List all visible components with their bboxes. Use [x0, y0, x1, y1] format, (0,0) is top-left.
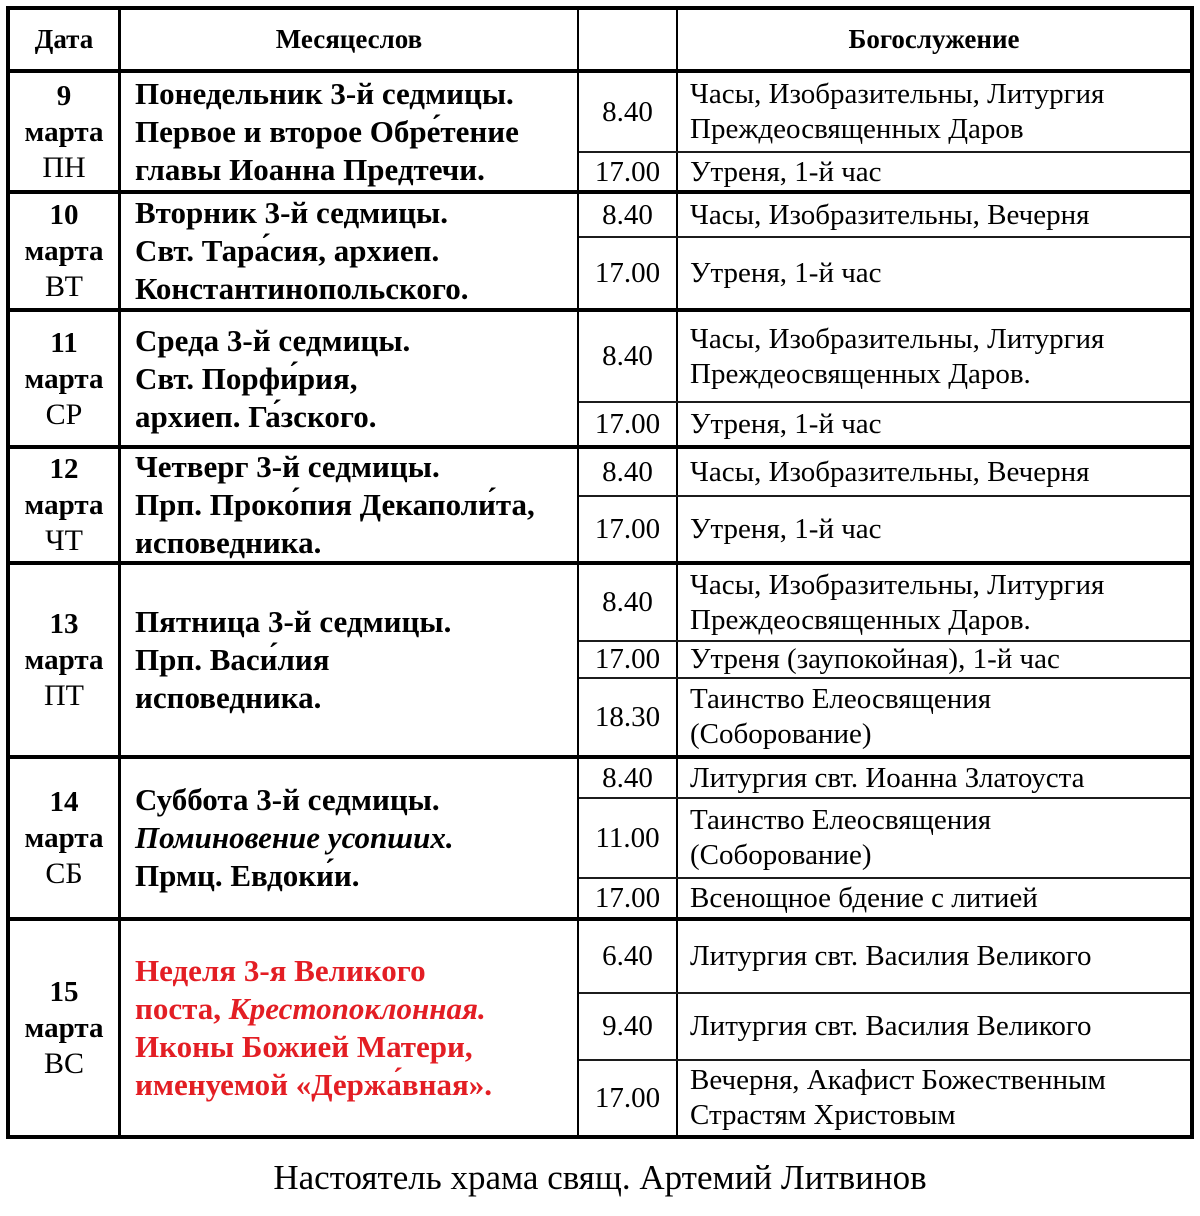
service-line: (Соборование) — [690, 839, 872, 871]
service-name — [678, 994, 1190, 1059]
service-time: 8.40 — [579, 194, 678, 236]
menologion-line: Среда 3-й седмицы. — [135, 322, 411, 358]
menologion-line: Прп. Васи́лия — [135, 642, 330, 677]
service-line: Утреня (заупокойная), 1-й час — [690, 643, 1060, 675]
service-row — [579, 312, 1190, 403]
service-time: 6.40 — [579, 921, 678, 992]
service-line: Литургия свт. Иоанна Златоуста — [690, 761, 1085, 794]
service-row — [579, 565, 1190, 642]
menologion-line: Суббота 3-й седмицы. — [135, 782, 440, 817]
services-column — [579, 312, 1190, 445]
menologion-line: Поминовение усопших. — [135, 820, 454, 855]
table-row — [10, 565, 1190, 759]
service-name — [678, 879, 1190, 918]
date-cell — [10, 921, 121, 1135]
service-name — [678, 679, 1190, 755]
menologion-line: Прп. Проко́пия Декаполи́та, — [135, 487, 535, 522]
date-day: 10 — [49, 199, 79, 231]
date-cell — [10, 312, 121, 445]
service-line: Утреня, 1-й час — [690, 407, 882, 440]
service-name — [678, 449, 1190, 495]
service-row — [579, 921, 1190, 994]
service-row — [579, 759, 1190, 799]
service-time: 9.40 — [579, 994, 678, 1059]
service-name — [678, 403, 1190, 445]
date-weekday: СР — [45, 397, 83, 431]
services-column — [579, 194, 1190, 308]
menologion-line: Константинопольского. — [135, 271, 469, 306]
menologion-line: Четверг 3-й седмицы. — [135, 449, 440, 484]
service-line: Часы, Изобразительны, Литургия — [690, 78, 1105, 110]
date-cell — [10, 565, 121, 755]
date-weekday: ВТ — [45, 270, 83, 303]
header-date-cell: Дата — [10, 10, 121, 69]
menologion-cell — [121, 73, 579, 190]
menologion-line: Прмц. Евдоки́и. — [135, 858, 360, 893]
date-month: марта — [24, 489, 104, 521]
service-name — [678, 194, 1190, 236]
service-line: Литургия свт. Василия Великого — [690, 940, 1092, 972]
service-line: Часы, Изобразительны, Литургия — [690, 322, 1105, 355]
service-line: Утреня, 1-й час — [690, 512, 882, 545]
table-row — [10, 921, 1190, 1135]
menologion-line — [135, 990, 571, 1028]
service-line: Литургия свт. Василия Великого — [690, 1010, 1092, 1042]
menologion-cell — [121, 759, 579, 917]
service-row — [579, 153, 1190, 192]
rector-signature: Настоятель храма свящ. Артемий Литвинов — [273, 1158, 927, 1197]
schedule-table — [6, 6, 1194, 1139]
service-time: 17.00 — [579, 403, 678, 445]
date-month: марта — [24, 822, 104, 854]
service-name — [678, 238, 1190, 308]
service-name — [678, 73, 1190, 151]
service-row — [579, 879, 1190, 918]
service-row — [579, 238, 1190, 308]
service-time: 18.30 — [579, 679, 678, 755]
service-time: 8.40 — [579, 312, 678, 401]
date-weekday: ПТ — [44, 679, 84, 712]
services-column — [579, 565, 1190, 755]
service-time: 17.00 — [579, 1061, 678, 1135]
date-month: марта — [24, 644, 104, 676]
menologion-cell — [121, 449, 579, 561]
date-day: 9 — [56, 79, 72, 112]
service-time: 11.00 — [579, 799, 678, 877]
services-column — [579, 759, 1190, 917]
services-column — [579, 73, 1190, 190]
service-time: 17.00 — [579, 879, 678, 918]
menologion-line: исповедника. — [135, 680, 322, 715]
service-line: Утреня, 1-й час — [690, 256, 882, 289]
service-time: 8.40 — [579, 759, 678, 797]
service-line: Преждеосвященных Даров — [690, 113, 1024, 145]
service-line: Вечерня, Акафист Божественным — [690, 1064, 1106, 1096]
date-cell — [10, 73, 121, 190]
date-day: 15 — [49, 976, 79, 1008]
date-day: 12 — [49, 453, 79, 485]
table-row — [10, 312, 1190, 449]
date-month: марта — [24, 1012, 104, 1044]
menologion-line: Первое и второе Обре́тение — [135, 113, 519, 149]
menologion-segment-italic: Крестопоклонная. — [228, 991, 486, 1026]
date-month: марта — [24, 235, 104, 267]
menologion-line: Неделя 3-я Великого — [135, 953, 426, 988]
service-line: Часы, Изобразительны, Вечерня — [690, 198, 1090, 231]
service-row — [579, 194, 1190, 238]
menologion-cell — [121, 312, 579, 445]
service-time: 8.40 — [579, 449, 678, 495]
service-line: Утреня, 1-й час — [690, 156, 882, 188]
service-name — [678, 799, 1190, 877]
date-weekday: ПН — [42, 150, 86, 184]
date-weekday: ВС — [43, 1047, 85, 1080]
date-month: марта — [24, 115, 104, 148]
service-row — [579, 497, 1190, 561]
table-row — [10, 194, 1190, 312]
menologion-line: Свт. Порфи́рия, — [135, 360, 358, 396]
service-name — [678, 1061, 1190, 1135]
table-row — [10, 73, 1190, 194]
service-name — [678, 497, 1190, 561]
service-name — [678, 153, 1190, 192]
date-cell — [10, 449, 121, 561]
service-line: (Соборование) — [690, 718, 872, 750]
menologion-segment: поста, — [135, 991, 229, 1026]
menologion-line: Пятница 3-й седмицы. — [135, 604, 452, 639]
service-line: Преждеосвященных Даров. — [690, 357, 1031, 390]
menologion-cell — [121, 194, 579, 308]
service-row — [579, 642, 1190, 679]
menologion-line: Вторник 3-й седмицы. — [135, 195, 448, 230]
menologion-line: Понедельник 3-й седмицы. — [135, 75, 514, 111]
service-line: Страстям Христовым — [690, 1099, 956, 1131]
date-weekday: ЧТ — [45, 524, 83, 557]
service-name — [678, 642, 1190, 677]
menologion-line: именуемой «Держа́вная». — [135, 1067, 493, 1102]
table-row — [10, 759, 1190, 921]
menologion-cell-feast — [121, 921, 579, 1135]
service-time: 17.00 — [579, 497, 678, 561]
service-time: 8.40 — [579, 73, 678, 151]
service-time: 17.00 — [579, 642, 678, 677]
service-line: Преждеосвященных Даров. — [690, 603, 1031, 636]
menologion-line: главы Иоанна Предтечи. — [135, 151, 485, 187]
date-cell — [10, 759, 121, 917]
service-row — [579, 994, 1190, 1061]
header-time-cell — [579, 10, 678, 69]
service-line: Всенощное бдение с литией — [690, 882, 1038, 914]
service-row — [579, 73, 1190, 153]
menologion-line: Иконы Божией Матери, — [135, 1029, 473, 1064]
table-header-row — [10, 10, 1190, 73]
service-line: Часы, Изобразительны, Литургия — [690, 568, 1105, 601]
service-row — [579, 403, 1190, 445]
date-month: марта — [24, 362, 104, 395]
service-row — [579, 1061, 1190, 1135]
header-service-cell: Богослужение — [848, 24, 1020, 54]
service-time: 17.00 — [579, 238, 678, 308]
service-row — [579, 449, 1190, 497]
service-row — [579, 679, 1190, 755]
service-name — [678, 921, 1190, 992]
date-cell — [10, 194, 121, 308]
service-line: Таинство Елеосвящения — [690, 804, 992, 836]
menologion-line: исповедника. — [135, 525, 322, 560]
service-time: 8.40 — [579, 565, 678, 640]
menologion-line: архиеп. Га́зского. — [135, 398, 377, 434]
services-column — [579, 449, 1190, 561]
service-name — [678, 759, 1190, 797]
service-line: Часы, Изобразительны, Вечерня — [690, 455, 1090, 488]
header-menologion-cell: Месяцеслов — [121, 10, 579, 69]
date-day: 11 — [50, 326, 78, 359]
services-column — [579, 921, 1190, 1135]
service-line: Таинство Елеосвящения — [690, 683, 992, 715]
date-day: 13 — [49, 608, 79, 640]
table-row — [10, 449, 1190, 565]
service-row — [579, 799, 1190, 879]
menologion-line: Свт. Тара́сия, архиеп. — [135, 233, 440, 268]
menologion-cell — [121, 565, 579, 755]
service-name — [678, 565, 1190, 640]
service-name — [678, 312, 1190, 401]
service-time: 17.00 — [579, 153, 678, 192]
date-day: 14 — [49, 786, 79, 818]
date-weekday: СБ — [45, 857, 83, 890]
